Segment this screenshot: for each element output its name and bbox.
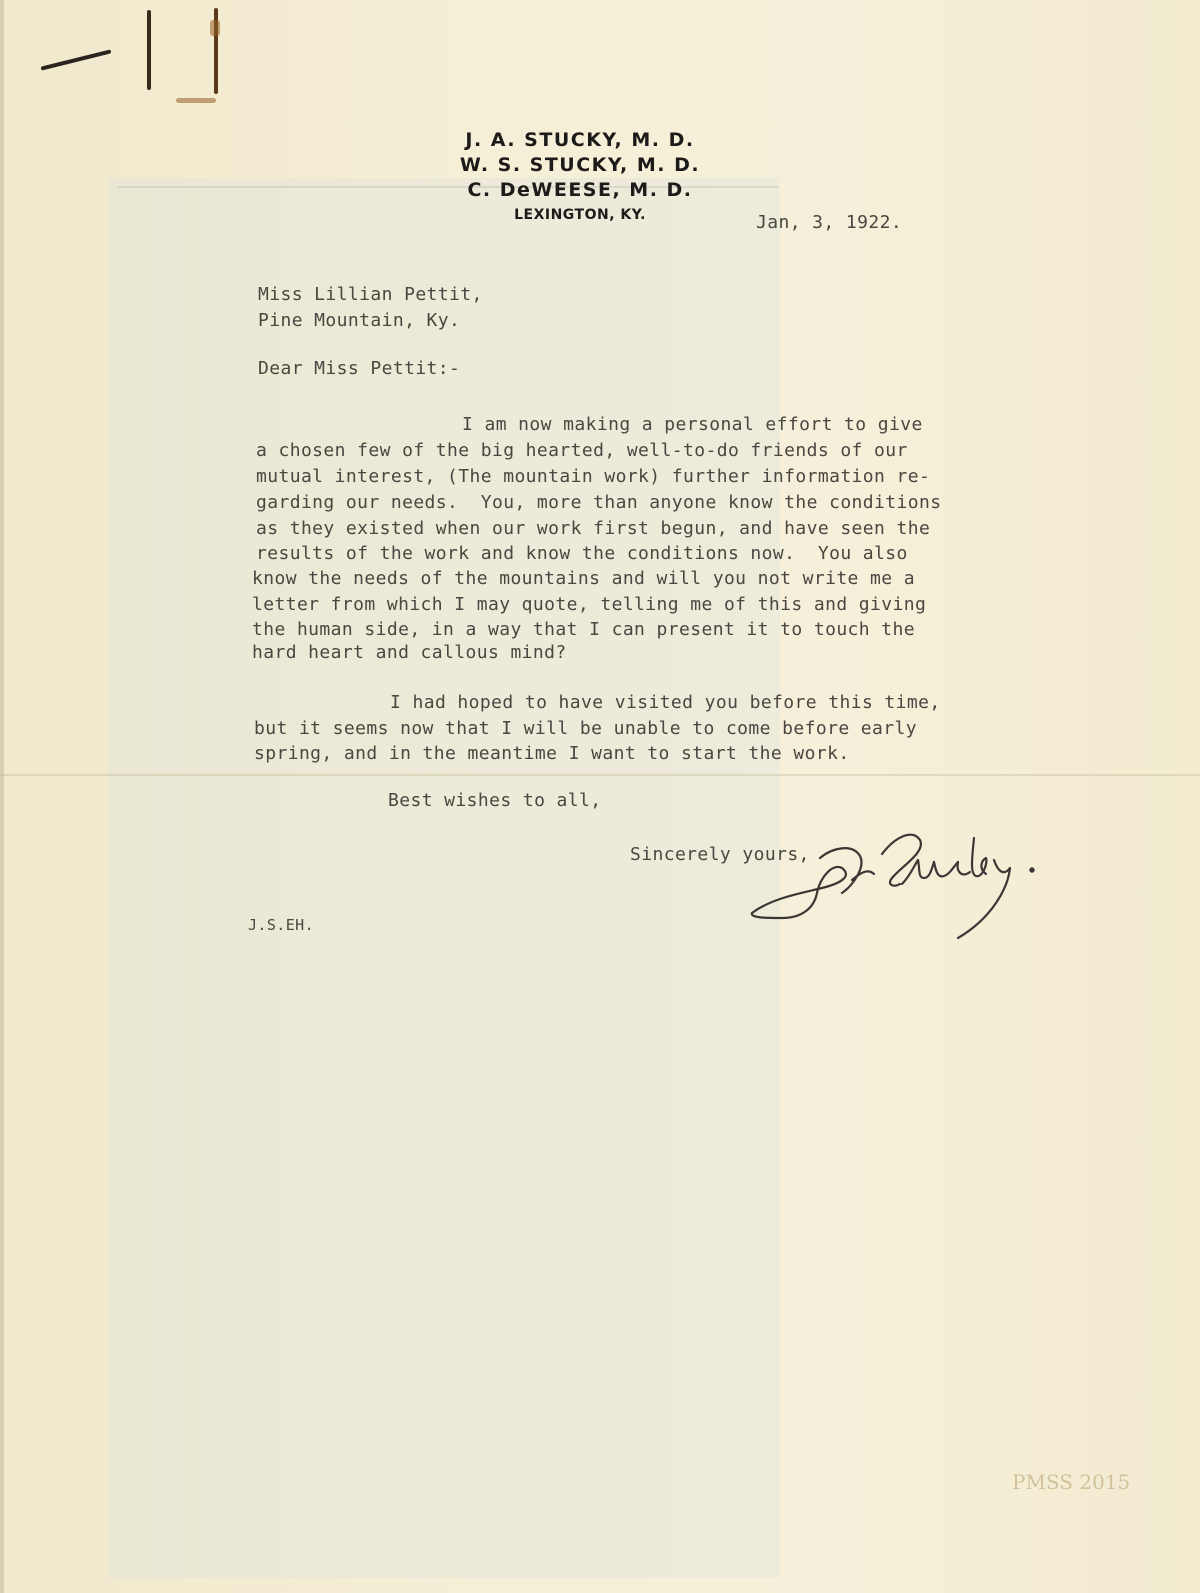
letterhead-doctor-3: C. DeWEESE, M. D.	[467, 179, 693, 201]
rust-stain	[210, 20, 220, 36]
paragraph-1-line: letter from which I may quote, telling me of this and giving	[252, 594, 927, 615]
paper-edge	[0, 0, 4, 1593]
letterhead-doctor-2: W. S. STUCKY, M. D.	[459, 154, 701, 176]
paragraph-1-line: results of the work and know the conditions now. You also	[256, 543, 908, 564]
paragraph-1-line: know the needs of the mountains and will you not write me a	[252, 568, 915, 589]
paragraph-1-line: garding our needs. You, more than anyone know the conditions	[256, 492, 942, 513]
typist-initials: J.S.EH.	[248, 916, 315, 934]
paragraph-1-line: the human side, in a way that I can present it to touch the	[252, 619, 915, 640]
letterhead-doctor-1: J. A. STUCKY, M. D.	[465, 129, 695, 151]
archive-watermark: PMSS 2015	[1012, 1470, 1131, 1494]
best-wishes: Best wishes to all,	[388, 790, 602, 811]
fold-crease	[0, 774, 1200, 776]
complimentary-close: Sincerely yours,	[630, 844, 810, 865]
letterhead	[440, 128, 720, 227]
paragraph-2-line: I had hoped to have visited you before this time,	[390, 692, 941, 713]
staple	[41, 49, 112, 70]
handwritten-signature	[742, 818, 1042, 948]
paragraph-2-line: spring, and in the meantime I want to start the work.	[254, 743, 850, 764]
salutation: Dear Miss Pettit:-	[258, 358, 461, 379]
staple-hole-left	[147, 10, 151, 90]
letter-date: Jan, 3, 1922.	[756, 212, 903, 233]
rust-stain	[176, 98, 216, 103]
letterhead-city: LEXINGTON, KY.	[514, 207, 646, 223]
paragraph-1-line: I am now making a personal effort to give	[462, 414, 923, 435]
paragraph-1-line: as they existed when our work first begun, and have seen the	[256, 518, 931, 539]
recipient-name: Miss Lillian Pettit,	[258, 284, 483, 305]
paragraph-1-line: a chosen few of the big hearted, well-to-do friends of our	[256, 440, 908, 461]
recipient-address: Pine Mountain, Ky.	[258, 310, 461, 331]
paragraph-1-line: mutual interest, (The mountain work) further information re-	[256, 466, 931, 487]
paragraph-1-line: hard heart and callous mind?	[252, 642, 567, 663]
paragraph-2-line: but it seems now that I will be unable to come before early	[254, 718, 917, 739]
reverse-side-bleed-through	[108, 178, 780, 1578]
